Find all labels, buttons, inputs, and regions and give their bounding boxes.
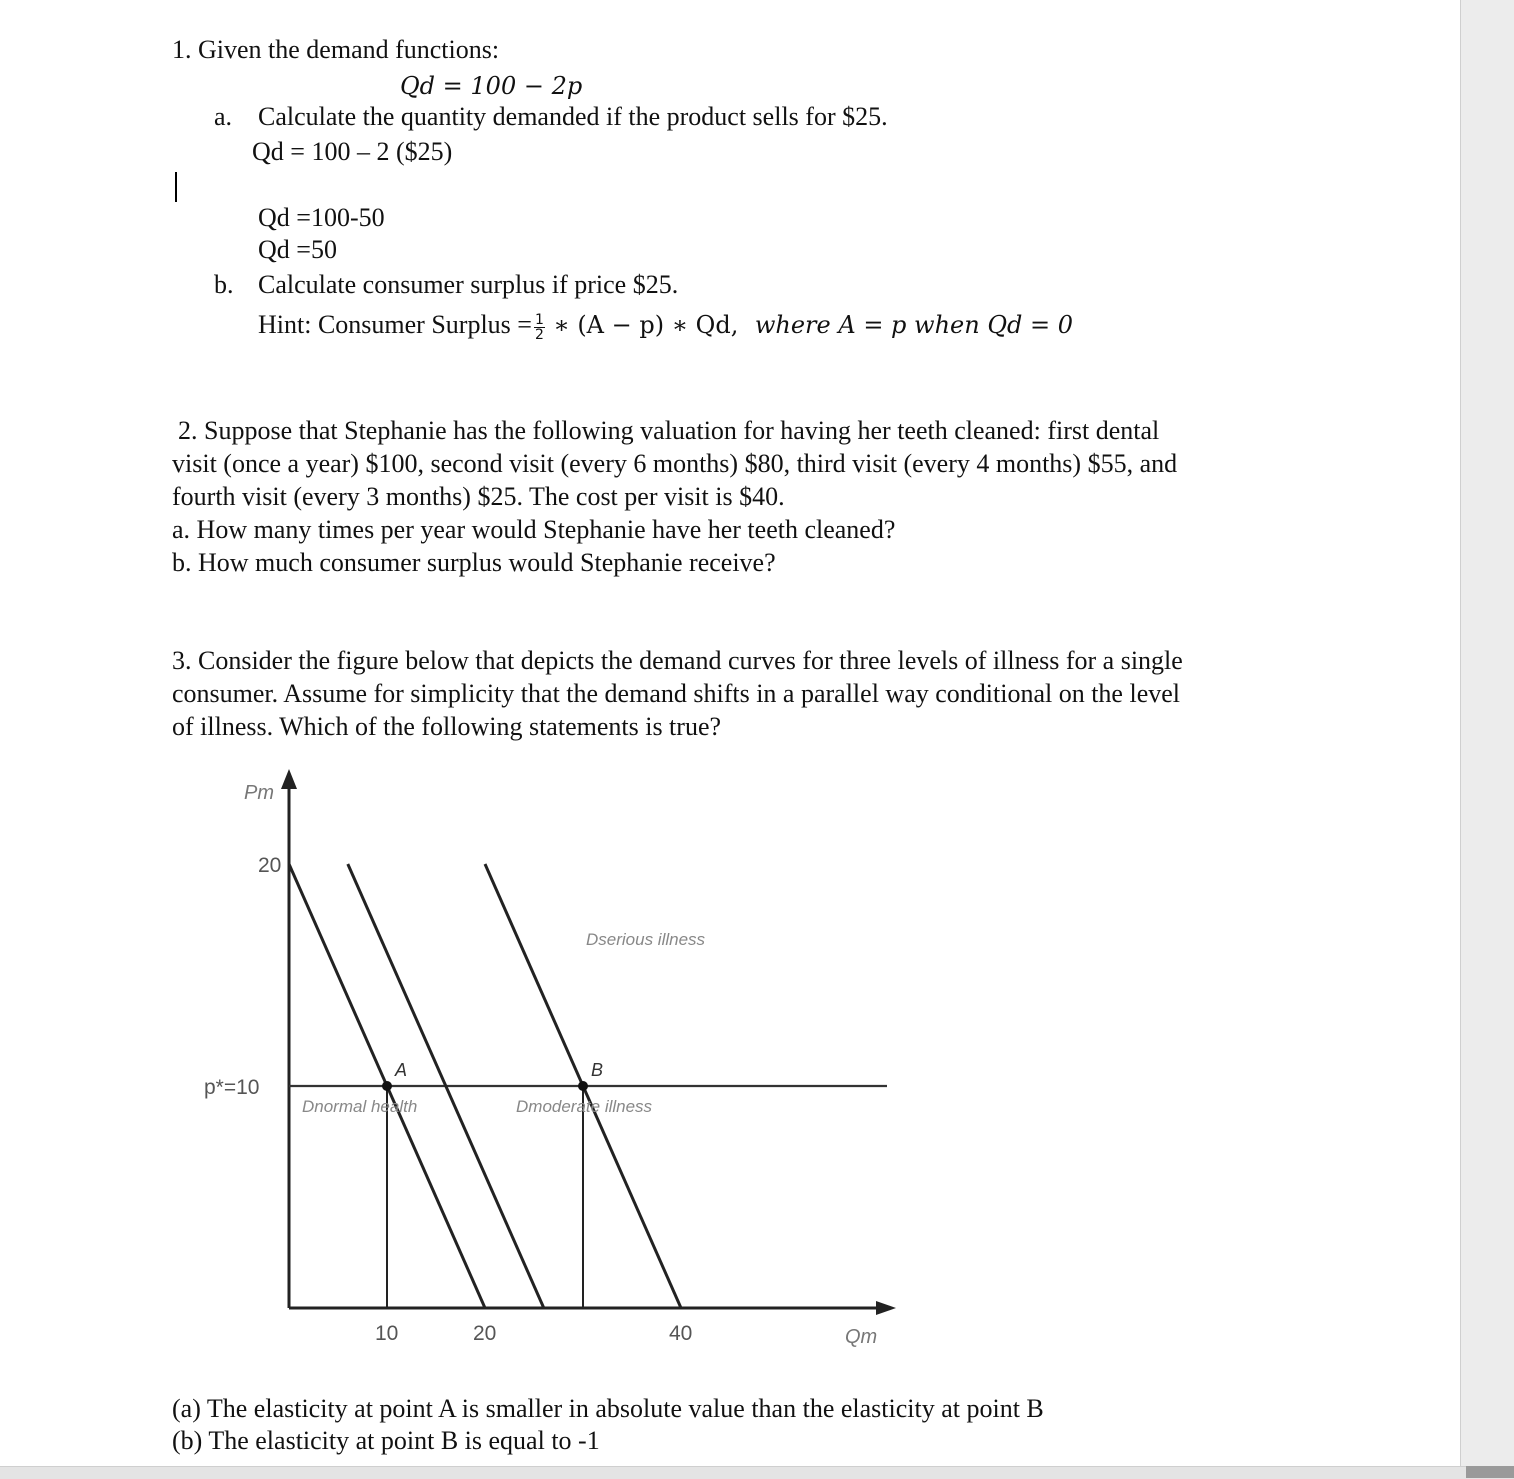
point-label-a: A bbox=[395, 1060, 408, 1080]
x-tick-10: 10 bbox=[375, 1322, 399, 1345]
point-b bbox=[578, 1081, 588, 1091]
x-axis-label: Qm bbox=[845, 1326, 878, 1348]
q3-line2: consumer. Assume for simplicity that the demand shifts in a parallel way conditional on the level bbox=[172, 679, 1180, 708]
label-moderate-illness: Dmoderate illness bbox=[516, 1097, 653, 1116]
hint-prefix: Hint: Consumer Surplus = bbox=[258, 310, 532, 339]
q3-option-b: (b) The elasticity at point B is equal to -1 bbox=[172, 1426, 600, 1455]
point-a bbox=[382, 1081, 392, 1091]
q2-line3: fourth visit (every 3 months) $25. The cost per visit is $40. bbox=[172, 482, 785, 511]
q3-option-a: (a) The elasticity at point A is smaller in absolute value than the elasticity at point B bbox=[172, 1394, 1044, 1423]
q2-line2: visit (once a year) $100, second visit (every 6 months) $80, third visit (every 4 months) $55, and bbox=[172, 449, 1178, 478]
q2-b: b. How much consumer surplus would Stephanie receive? bbox=[172, 548, 776, 577]
hint-formula: ∗ (A − p) ∗ Qd, bbox=[553, 311, 739, 339]
label-normal-health: Dnormal health bbox=[302, 1097, 418, 1116]
y-axis-arrow bbox=[281, 769, 297, 789]
q1-a-step1: Qd = 100 – 2 ($25) bbox=[252, 137, 453, 166]
hint-fraction bbox=[534, 313, 545, 342]
q1-a-label: a. bbox=[214, 102, 233, 131]
q1-function: Qd = 100 − 2p bbox=[400, 72, 583, 100]
q1-title: 1. Given the demand functions: bbox=[172, 35, 500, 64]
bottom-scrollbar-track[interactable] bbox=[0, 1466, 1514, 1479]
q1-a-step2: Qd =100-50 bbox=[258, 203, 385, 232]
q1-b-text: Calculate consumer surplus if price $25. bbox=[258, 270, 679, 299]
q1-a-step3: Qd =50 bbox=[258, 235, 337, 264]
y-axis-label: Pm bbox=[244, 782, 274, 804]
q2-line1: 2. Suppose that Stephanie has the following valuation for having her teeth cleaned: first dental bbox=[178, 416, 1160, 445]
q3-line1: 3. Consider the figure below that depicts the demand curves for three levels of illness for a single bbox=[172, 646, 1183, 675]
text-cursor bbox=[175, 172, 177, 202]
q1-b-label: b. bbox=[214, 270, 234, 299]
hint-frac-den: 2 bbox=[534, 326, 544, 343]
point-label-b: B bbox=[591, 1060, 604, 1080]
q1-hint bbox=[258, 309, 1073, 342]
x-axis-arrow bbox=[876, 1301, 896, 1315]
label-serious-illness: Dserious illness bbox=[586, 930, 706, 949]
q2-a: a. How many times per year would Stephanie have her teeth cleaned? bbox=[172, 515, 896, 544]
y-tick-p-star: p*=10 bbox=[204, 1076, 260, 1099]
demand-chart bbox=[190, 755, 950, 1375]
q1-a-text: Calculate the quantity demanded if the product sells for $25. bbox=[258, 102, 888, 131]
q3-line3: of illness. Which of the following statements is true? bbox=[172, 712, 722, 741]
scrollbar-thumb[interactable] bbox=[1466, 1466, 1514, 1478]
y-tick-20: 20 bbox=[258, 854, 282, 877]
right-scrollbar-track[interactable] bbox=[1460, 0, 1514, 1478]
x-tick-20: 20 bbox=[473, 1322, 497, 1345]
x-tick-40: 40 bbox=[669, 1322, 693, 1345]
hint-where: where A = p when Qd = 0 bbox=[754, 311, 1074, 339]
hint-frac-num: 1 bbox=[534, 311, 544, 328]
